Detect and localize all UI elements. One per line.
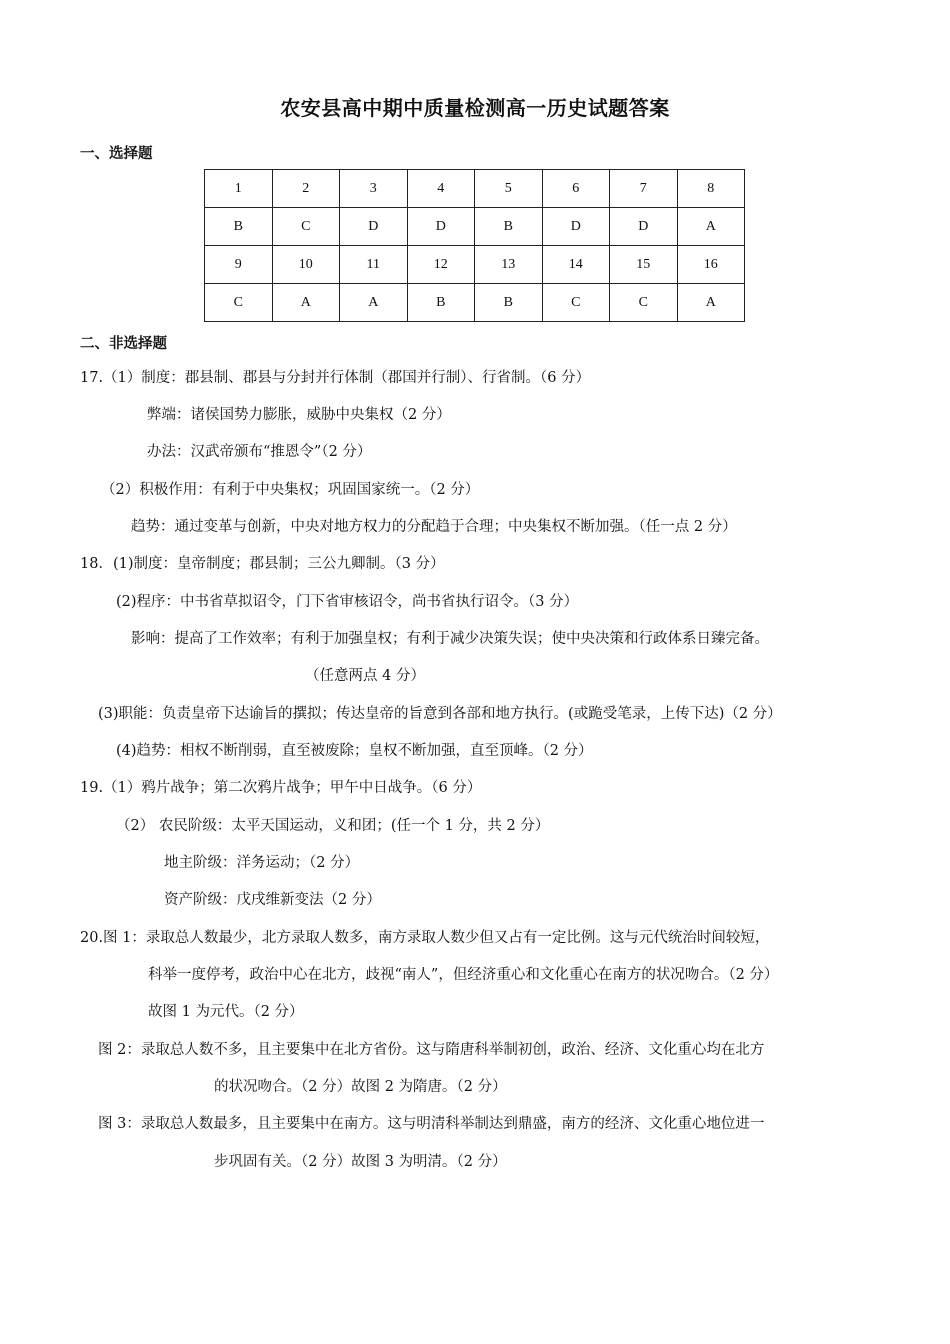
answer-cell: B xyxy=(475,208,543,246)
answer-line: 步巩固有关。（2 分）故图 3 为明清。（2 分） xyxy=(214,1154,507,1170)
question-number-cell: 6 xyxy=(542,170,610,208)
answer-line: 影响：提高了工作效率；有利于加强皇权；有利于减少决策失误；使中央决策和行政体系日臻完备。 xyxy=(131,631,769,647)
table-row xyxy=(205,284,745,322)
answer-line: 办法：汉武帝颁布“推恩令”（2 分） xyxy=(147,444,372,460)
page-title: 农安县高中期中质量检测高一历史试题答案 xyxy=(280,96,670,120)
answer-cell: D xyxy=(407,208,475,246)
question-number-cell: 9 xyxy=(205,246,273,284)
answer-line: 地主阶级：洋务运动；（2 分） xyxy=(164,855,360,871)
question-number-cell: 2 xyxy=(272,170,340,208)
answer-line: (2)程序：中书省草拟诏令，门下省审核诏令，尚书省执行诏令。（3 分） xyxy=(116,594,579,610)
answer-cell: C xyxy=(205,284,273,322)
question-number-cell: 5 xyxy=(475,170,543,208)
answer-line: （2） 农民阶级：太平天国运动，义和团；(任一个 1 分，共 2 分） xyxy=(116,818,550,834)
answer-cell: C xyxy=(272,208,340,246)
question-number-cell: 10 xyxy=(272,246,340,284)
table-row xyxy=(205,170,745,208)
answer-cell: A xyxy=(677,284,745,322)
question-number-cell: 11 xyxy=(340,246,408,284)
answer-line: 资产阶级：戊戌维新变法（2 分） xyxy=(164,892,381,908)
answer-cell: A xyxy=(677,208,745,246)
question-number-cell: 4 xyxy=(407,170,475,208)
answer-table xyxy=(204,169,745,322)
answer-line: 趋势：通过变革与创新，中央对地方权力的分配趋于合理；中央集权不断加强。（任一点 2 分） xyxy=(131,519,737,535)
question-number-cell: 7 xyxy=(610,170,678,208)
question-number-cell: 16 xyxy=(677,246,745,284)
question-number-cell: 12 xyxy=(407,246,475,284)
answer-line: （任意两点 4 分） xyxy=(305,668,425,684)
answer-line: （2）积极作用：有利于中央集权；巩固国家统一。（2 分） xyxy=(101,482,480,498)
answer-cell: A xyxy=(340,284,408,322)
answer-cell: D xyxy=(610,208,678,246)
table-row xyxy=(205,208,745,246)
answer-cell: A xyxy=(272,284,340,322)
answer-cell: C xyxy=(610,284,678,322)
answer-cell: B xyxy=(475,284,543,322)
answer-line: 弊端：诸侯国势力膨胀，威胁中央集权（2 分） xyxy=(147,407,451,423)
question-number-cell: 1 xyxy=(205,170,273,208)
answer-line: (4)趋势：相权不断削弱，直至被废除；皇权不断加强，直至顶峰。（2 分） xyxy=(116,743,593,759)
answer-cell: B xyxy=(407,284,475,322)
table-row xyxy=(205,246,745,284)
question-number-cell: 14 xyxy=(542,246,610,284)
answer-line: 图 2：录取总人数不多，且主要集中在北方省份。这与隋唐科举制初创，政治、经济、文化重心均在北方 xyxy=(98,1042,765,1058)
answer-line: 故图 1 为元代。（2 分） xyxy=(148,1004,304,1020)
answer-line: 科举一度停考，政治中心在北方，歧视“南人”，但经济重心和文化重心在南方的状况吻合。（2 分） xyxy=(148,967,779,983)
answer-line: 17.（1）制度：郡县制、郡县与分封并行体制（郡国并行制）、行省制。（6 分） xyxy=(80,370,591,386)
question-number-cell: 8 xyxy=(677,170,745,208)
answer-line: 18．(1)制度：皇帝制度；郡县制；三公九卿制。（3 分） xyxy=(80,556,445,572)
answer-line: 的状况吻合。（2 分）故图 2 为隋唐。（2 分） xyxy=(214,1079,507,1095)
section-heading-multiple-choice: 一、选择题 xyxy=(80,146,153,162)
answer-cell: D xyxy=(542,208,610,246)
answer-line: 19.（1）鸦片战争；第二次鸦片战争；甲午中日战争。（6 分） xyxy=(80,780,482,796)
question-number-cell: 15 xyxy=(610,246,678,284)
answer-cell: C xyxy=(542,284,610,322)
answer-cell: D xyxy=(340,208,408,246)
section-heading-non-choice: 二、非选择题 xyxy=(80,336,167,352)
question-number-cell: 13 xyxy=(475,246,543,284)
answer-cell: B xyxy=(205,208,273,246)
answer-line: 20.图 1：录取总人数最少，北方录取人数多，南方录取人数少但又占有一定比例。这与元代统治时间较短， xyxy=(80,930,770,946)
answer-line: 图 3：录取总人数最多，且主要集中在南方。这与明清科举制达到鼎盛，南方的经济、文化重心地位进一 xyxy=(98,1116,765,1132)
question-number-cell: 3 xyxy=(340,170,408,208)
answer-line: (3)职能：负责皇帝下达谕旨的撰拟；传达皇帝的旨意到各部和地方执行。(或跪受笔录，上传下达)（2 分） xyxy=(98,706,782,722)
